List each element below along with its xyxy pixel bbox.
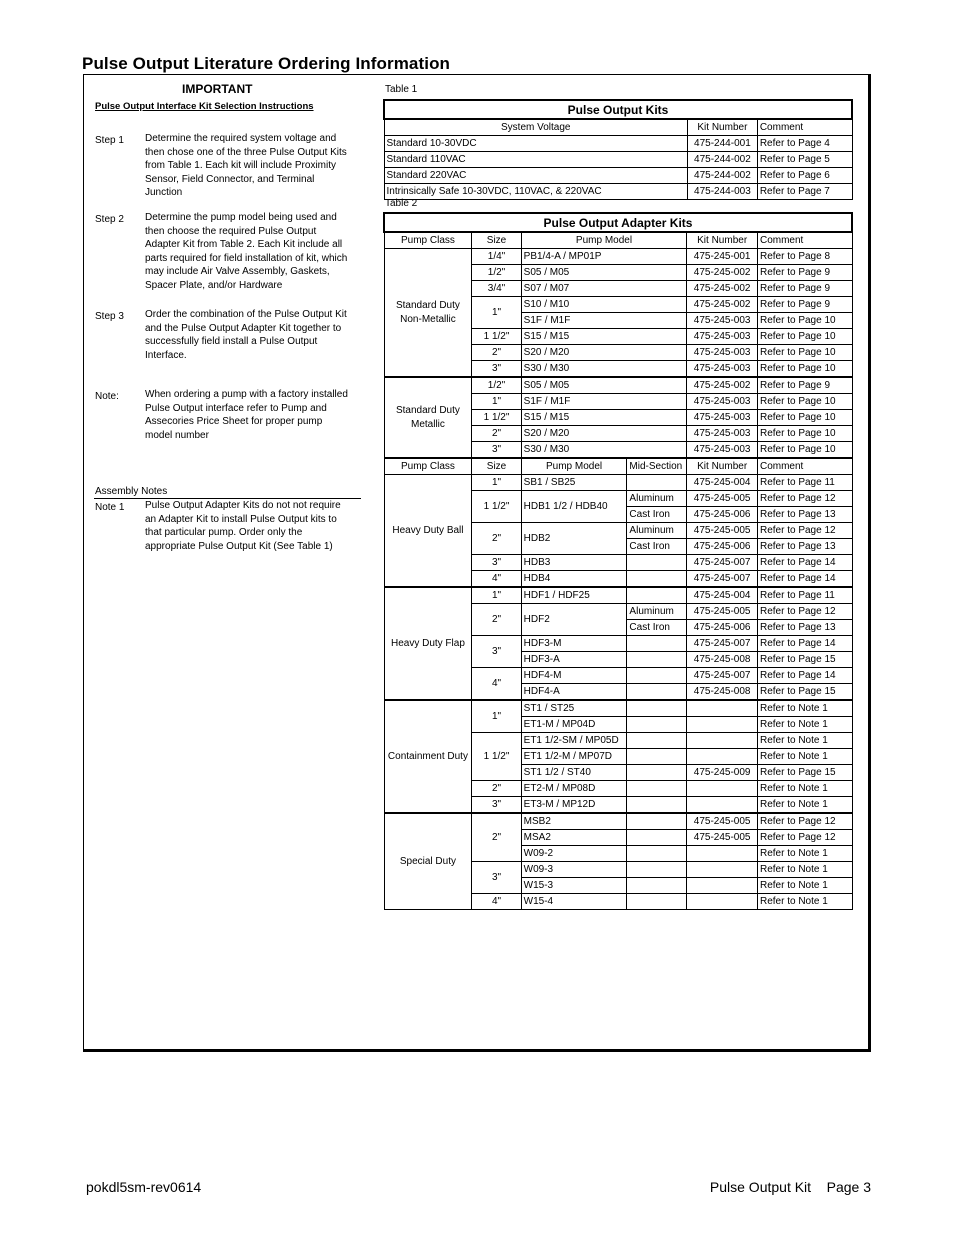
note-1-label: Note 1 — [95, 502, 125, 513]
cell: 475-244-003 — [687, 184, 757, 200]
table-row — [384, 152, 852, 168]
footer-doc-id: pokdl5sm-rev0614 — [86, 1179, 202, 1195]
cell — [627, 700, 687, 717]
cell: 4" — [472, 894, 521, 910]
cell: 475-245-005 — [687, 523, 758, 539]
cell: 475-245-001 — [687, 249, 758, 265]
cell: Refer to Page 9 — [757, 265, 852, 281]
cell: 3" — [472, 862, 521, 894]
page-title: Pulse Output Literature Ordering Information — [82, 54, 451, 73]
cell: MSA2 — [521, 830, 627, 846]
col-header: Pump Model — [521, 458, 627, 475]
cell: ET1 1/2-M / MP07D — [521, 749, 627, 765]
cell: ET2-M / MP08D — [521, 781, 627, 797]
cell: 1 1/2" — [472, 410, 521, 426]
cell: 475-245-003 — [687, 313, 758, 329]
cell: 3/4" — [472, 281, 521, 297]
cell: 2" — [472, 426, 521, 442]
cell: S07 / M07 — [521, 281, 687, 297]
cell — [687, 846, 758, 862]
cell: 475-245-003 — [687, 442, 758, 459]
cell: ET3-M / MP12D — [521, 797, 627, 814]
col-header: Pump Class — [384, 232, 472, 249]
cell: 1" — [472, 475, 521, 491]
cell — [627, 813, 687, 830]
cell: Refer to Page 10 — [757, 313, 852, 329]
cell — [687, 878, 758, 894]
cell: 475-244-001 — [687, 136, 757, 152]
cell: HDB3 — [521, 555, 627, 571]
cell: 2" — [472, 781, 521, 797]
cell — [627, 749, 687, 765]
cell — [627, 684, 687, 701]
cell: 475-245-005 — [687, 830, 758, 846]
cell: Refer to Page 10 — [757, 394, 852, 410]
pump-class: Containment Duty — [384, 700, 472, 813]
table-row — [384, 475, 852, 491]
cell: Refer to Page 6 — [757, 168, 852, 184]
table-row — [384, 184, 852, 200]
cell: 4" — [472, 668, 521, 701]
cell: 2" — [472, 604, 521, 636]
cell — [627, 797, 687, 814]
cell: 475-245-005 — [687, 604, 758, 620]
cell: 475-245-006 — [687, 620, 758, 636]
cell: 1 1/2" — [472, 329, 521, 345]
cell: S30 / M30 — [521, 442, 687, 459]
cell: 475-245-005 — [687, 491, 758, 507]
cell: 1 1/2" — [472, 491, 521, 523]
cell: W09-3 — [521, 862, 627, 878]
col-header: Size — [472, 232, 521, 249]
cell: Refer to Page 13 — [757, 539, 852, 555]
cell: 475-245-009 — [687, 765, 758, 781]
cell: 475-245-007 — [687, 668, 758, 684]
cell — [627, 894, 687, 910]
cell: Refer to Page 10 — [757, 442, 852, 459]
cell: Refer to Page 15 — [757, 684, 852, 701]
cell: 1/4" — [472, 249, 521, 265]
cell: 475-245-005 — [687, 813, 758, 830]
cell — [687, 894, 758, 910]
cell: Refer to Page 4 — [757, 136, 852, 152]
cell: 2" — [472, 345, 521, 361]
step-3-label: Step 3 — [95, 311, 124, 322]
cell: HDB4 — [521, 571, 627, 588]
cell: S30 / M30 — [521, 361, 687, 378]
col-header: Comment — [757, 232, 852, 249]
cell: Standard 10-30VDC — [384, 136, 687, 152]
pump-class: Standard Duty Non-Metallic — [384, 249, 472, 378]
cell: Refer to Page 12 — [757, 604, 852, 620]
cell: 1" — [472, 297, 521, 329]
cell: HDB1 1/2 / HDB40 — [521, 491, 627, 523]
cell — [627, 781, 687, 797]
col-header: Comment — [757, 458, 852, 475]
cell: Refer to Page 12 — [757, 491, 852, 507]
table-row — [384, 813, 852, 830]
cell: Refer to Page 8 — [757, 249, 852, 265]
cell: Refer to Page 14 — [757, 636, 852, 652]
step-1-text: Determine the required system voltage and then chose one of the three Pulse Output Kits from Table 1. Each kit will include Proximity Sensor, Field Connector, and Terminal Junction — [145, 133, 347, 198]
cell: Refer to Note 1 — [757, 781, 852, 797]
col-header: Mid-Section — [627, 458, 687, 475]
cell: 475-245-007 — [687, 636, 758, 652]
step-1-label: Step 1 — [95, 135, 124, 146]
cell: 475-245-003 — [687, 394, 758, 410]
pump-class: Heavy Duty Ball — [384, 475, 472, 588]
cell: 475-245-006 — [687, 539, 758, 555]
cell: 475-245-008 — [687, 652, 758, 668]
cell — [627, 636, 687, 652]
cell: Cast Iron — [627, 620, 687, 636]
cell — [627, 765, 687, 781]
cell — [627, 717, 687, 733]
cell: 1" — [472, 700, 521, 733]
cell: 475-245-006 — [687, 507, 758, 523]
cell: 3" — [472, 797, 521, 814]
cell: 3" — [472, 442, 521, 459]
cell — [687, 797, 758, 814]
cell: Refer to Note 1 — [757, 797, 852, 814]
cell: 1/2" — [472, 377, 521, 394]
cell — [627, 733, 687, 749]
note-1-text: Pulse Output Adapter Kits do not not require an Adapter Kit to install Pulse Output kits to that particular pump. Order only the appropriate Pulse Output Kit (See Table 1) — [145, 500, 341, 552]
cell: 2" — [472, 813, 521, 862]
col-header: Pump Class — [384, 458, 472, 475]
table-2-caption: Table 2 — [385, 198, 418, 209]
cell: ET1 1/2-SM / MP05D — [521, 733, 627, 749]
cell: PB1/4-A / MP01P — [521, 249, 687, 265]
col-header: System Voltage — [384, 119, 687, 136]
cell: Refer to Note 1 — [757, 846, 852, 862]
cell: Refer to Page 11 — [757, 475, 852, 491]
cell: Refer to Note 1 — [757, 878, 852, 894]
cell: S20 / M20 — [521, 345, 687, 361]
cell: 2" — [472, 523, 521, 555]
cell: Refer to Page 9 — [757, 281, 852, 297]
cell: MSB2 — [521, 813, 627, 830]
assembly-notes-heading: Assembly Notes — [95, 486, 168, 497]
cell: S20 / M20 — [521, 426, 687, 442]
pulse-output-kits-table — [383, 99, 853, 200]
cell: 1" — [472, 587, 521, 604]
cell: 475-245-002 — [687, 281, 758, 297]
table-row — [384, 377, 852, 394]
cell: Refer to Page 13 — [757, 620, 852, 636]
cell: 475-245-003 — [687, 361, 758, 378]
cell — [627, 830, 687, 846]
cell: Refer to Page 10 — [757, 329, 852, 345]
cell: Refer to Page 14 — [757, 555, 852, 571]
cell: 3" — [472, 636, 521, 668]
col-header: Comment — [757, 119, 852, 136]
col-header: Pump Model — [521, 232, 687, 249]
cell: HDF3-A — [521, 652, 627, 668]
cell — [627, 587, 687, 604]
cell: 1/2" — [472, 265, 521, 281]
cell — [627, 862, 687, 878]
cell: HDF4-M — [521, 668, 627, 684]
cell: 475-244-002 — [687, 168, 757, 184]
cell: Refer to Page 7 — [757, 184, 852, 200]
cell: S05 / M05 — [521, 265, 687, 281]
pump-class: Standard Duty Metallic — [384, 377, 472, 458]
cell: Refer to Page 10 — [757, 361, 852, 378]
cell: Refer to Note 1 — [757, 749, 852, 765]
cell: Refer to Page 14 — [757, 571, 852, 588]
cell: Refer to Page 12 — [757, 523, 852, 539]
cell: Refer to Note 1 — [757, 717, 852, 733]
step-2-label: Step 2 — [95, 214, 124, 225]
cell: Refer to Page 5 — [757, 152, 852, 168]
cell: 475-245-003 — [687, 329, 758, 345]
cell: 475-245-003 — [687, 345, 758, 361]
cell: Refer to Page 12 — [757, 830, 852, 846]
cell — [627, 878, 687, 894]
cell: HDF2 — [521, 604, 627, 636]
table-row — [384, 700, 852, 717]
cell — [627, 555, 687, 571]
cell: 475-245-007 — [687, 571, 758, 588]
cell: Intrinsically Safe 10-30VDC, 110VAC, & 220VAC — [384, 184, 687, 200]
cell: S1F / M1F — [521, 313, 687, 329]
table-row — [384, 249, 852, 265]
cell: ST1 / ST25 — [521, 700, 627, 717]
step-2-text: Determine the pump model being used and then choose the required Pulse Output Adapter Kit from Table 2. Each Kit include all parts required for field installation of kit, which may include Air Valve Assembly, Gaskets, Spacer Plate, and/or Hardware — [145, 212, 348, 291]
cell: 475-245-003 — [687, 410, 758, 426]
cell — [627, 571, 687, 588]
cell — [627, 475, 687, 491]
cell: Refer to Page 15 — [757, 652, 852, 668]
important-heading: IMPORTANT — [182, 82, 253, 96]
col-header: Kit Number — [687, 458, 758, 475]
cell: 475-244-002 — [687, 152, 757, 168]
table-row — [384, 587, 852, 604]
cell — [627, 668, 687, 684]
cell: Cast Iron — [627, 507, 687, 523]
cell: Refer to Page 15 — [757, 765, 852, 781]
cell: S1F / M1F — [521, 394, 687, 410]
cell — [687, 781, 758, 797]
table-row — [384, 136, 852, 152]
cell: Refer to Note 1 — [757, 894, 852, 910]
cell: ST1 1/2 / ST40 — [521, 765, 627, 781]
cell: SB1 / SB25 — [521, 475, 627, 491]
note-label: Note: — [95, 391, 119, 402]
cell: S15 / M15 — [521, 329, 687, 345]
cell: 475-245-004 — [687, 475, 758, 491]
step-3-text: Order the combination of the Pulse Output Kit and the Pulse Output Adapter Kit together to successfully field install a Pulse Output Interface. — [145, 309, 347, 361]
cell: Refer to Page 10 — [757, 345, 852, 361]
col-header: Kit Number — [687, 119, 757, 136]
cell: S10 / M10 — [521, 297, 687, 313]
cell: 475-245-002 — [687, 377, 758, 394]
cell: HDF3-M — [521, 636, 627, 652]
cell: ET1-M / MP04D — [521, 717, 627, 733]
cell: W09-2 — [521, 846, 627, 862]
cell: Refer to Note 1 — [757, 733, 852, 749]
cell: W15-4 — [521, 894, 627, 910]
footer-page-info: Pulse Output Kit Page 3 — [709, 1179, 871, 1195]
table-1-caption: Table 1 — [385, 84, 418, 95]
cell: 475-245-008 — [687, 684, 758, 701]
cell: Cast Iron — [627, 539, 687, 555]
cell: Refer to Note 1 — [757, 862, 852, 878]
cell: 1 1/2" — [472, 733, 521, 781]
cell: 4" — [472, 571, 521, 588]
cell — [627, 846, 687, 862]
cell: Standard 220VAC — [384, 168, 687, 184]
cell — [687, 733, 758, 749]
cell: Standard 110VAC — [384, 152, 687, 168]
cell: 475-245-007 — [687, 555, 758, 571]
cell: Refer to Page 14 — [757, 668, 852, 684]
note-text: When ordering a pump with a factory installed Pulse Output interface refer to Pump and Assecories Price Sheet for proper pump model number — [145, 389, 348, 441]
table-2-title: Pulse Output Adapter Kits — [384, 213, 852, 232]
cell: 3" — [472, 555, 521, 571]
cell: S05 / M05 — [521, 377, 687, 394]
cell: 475-245-002 — [687, 297, 758, 313]
cell: Refer to Page 12 — [757, 813, 852, 830]
cell: Aluminum — [627, 604, 687, 620]
instructions-title: Pulse Output Interface Kit Selection Instructions — [95, 101, 314, 112]
cell — [687, 749, 758, 765]
cell: 1" — [472, 394, 521, 410]
cell: 475-245-004 — [687, 587, 758, 604]
cell: 475-245-002 — [687, 265, 758, 281]
cell — [687, 862, 758, 878]
cell: HDB2 — [521, 523, 627, 555]
cell: HDF4-A — [521, 684, 627, 701]
cell: Refer to Page 10 — [757, 426, 852, 442]
cell: Aluminum — [627, 491, 687, 507]
col-header: Size — [472, 458, 521, 475]
cell: 3" — [472, 361, 521, 378]
table-row — [384, 168, 852, 184]
cell — [687, 700, 758, 717]
cell — [687, 717, 758, 733]
cell: Aluminum — [627, 523, 687, 539]
cell: HDF1 / HDF25 — [521, 587, 627, 604]
cell: Refer to Page 9 — [757, 377, 852, 394]
cell: Refer to Page 11 — [757, 587, 852, 604]
cell — [627, 652, 687, 668]
cell: 475-245-003 — [687, 426, 758, 442]
cell: Refer to Page 13 — [757, 507, 852, 523]
cell: S15 / M15 — [521, 410, 687, 426]
cell: Refer to Page 10 — [757, 410, 852, 426]
pump-class: Special Duty — [384, 813, 472, 910]
col-header: Kit Number — [687, 232, 758, 249]
cell: Refer to Note 1 — [757, 700, 852, 717]
pulse-output-adapter-kits-table — [383, 212, 853, 910]
cell: Refer to Page 9 — [757, 297, 852, 313]
pump-class: Heavy Duty Flap — [384, 587, 472, 700]
table-1-title: Pulse Output Kits — [384, 100, 852, 119]
cell: W15-3 — [521, 878, 627, 894]
